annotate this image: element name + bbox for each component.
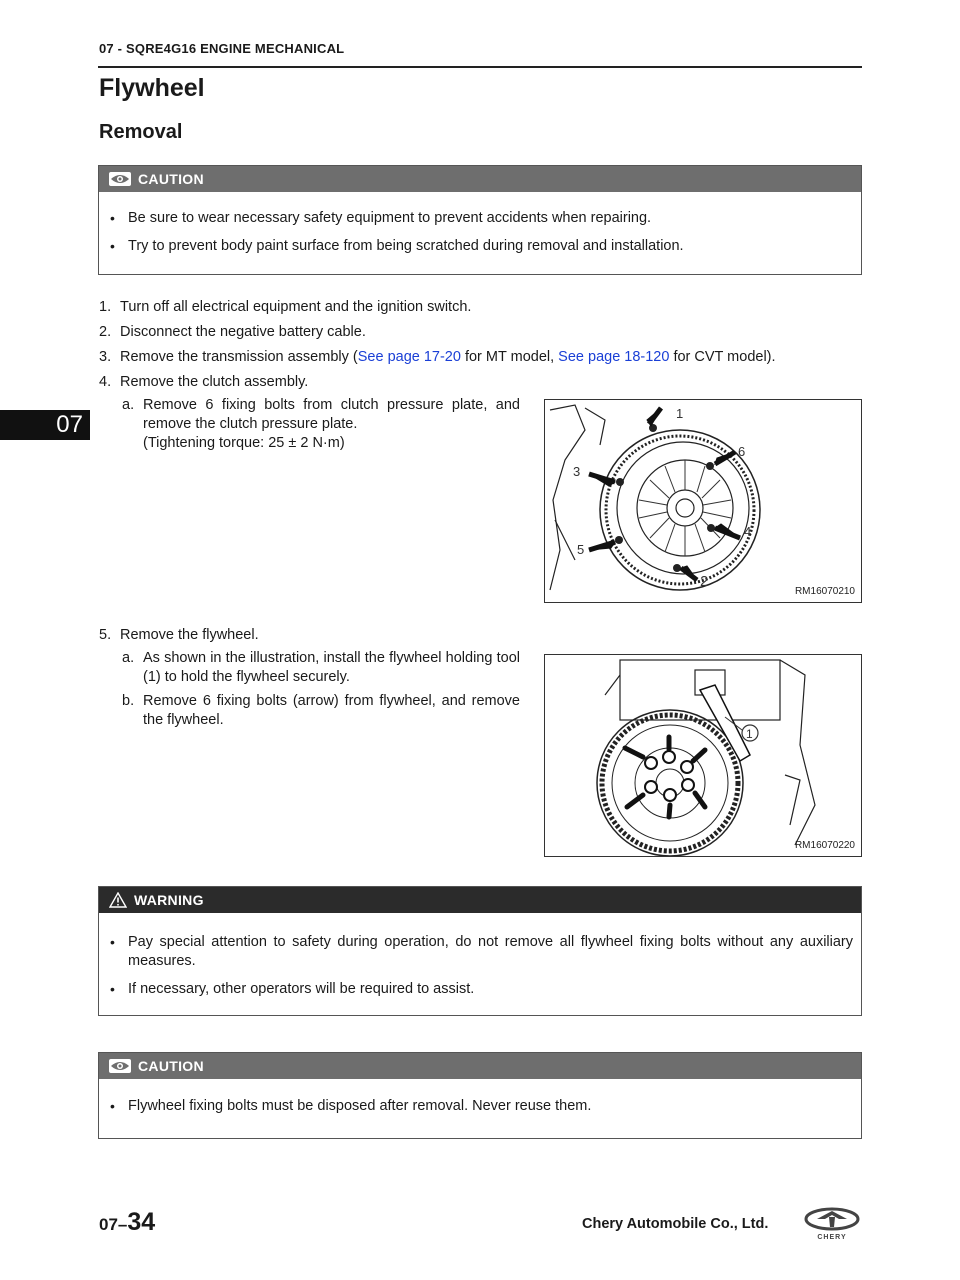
substep-letter: b.	[122, 693, 135, 709]
caution-label: CAUTION	[138, 171, 204, 187]
callout-2: 2	[700, 573, 709, 590]
link-page-17-20[interactable]: See page 17-20	[357, 349, 461, 365]
callout-5: 5	[577, 542, 585, 557]
caution-list	[99, 192, 861, 256]
company-name: Chery Automobile Co., Ltd.	[582, 1216, 769, 1232]
logo-text: CHERY	[817, 1234, 847, 1241]
caution-list	[99, 1079, 861, 1116]
warning-triangle-icon	[109, 892, 127, 908]
section-tab	[0, 410, 90, 440]
warning-item: • If necessary, other operators will be required to assist.	[109, 980, 853, 999]
flywheel-illustration	[545, 655, 861, 856]
caution-header	[99, 166, 861, 192]
step-text-part: for MT model,	[460, 349, 559, 365]
step-text: Remove the flywheel.	[120, 627, 259, 643]
warning-list	[99, 913, 861, 999]
section-subtitle: Removal	[99, 121, 183, 143]
page-prefix: 07–	[99, 1215, 128, 1234]
caution-item: • Flywheel fixing bolts must be disposed after removal. Never reuse them.	[109, 1097, 853, 1116]
figure-clutch-pressure-plate	[544, 399, 862, 603]
caution-label: CAUTION	[138, 1058, 204, 1074]
clutch-illustration	[545, 400, 861, 602]
section-tab-label: 07	[56, 411, 83, 438]
link-page-18-120[interactable]: See page 18-120	[558, 349, 670, 365]
page-number-value: 34	[127, 1208, 156, 1236]
step-text-part: Remove the transmission assembly (	[120, 349, 358, 365]
step-5-substep-b	[122, 692, 520, 730]
callout-3: 3	[573, 464, 581, 479]
step-4-substep-a	[122, 396, 520, 453]
substep-text: Remove 6 fixing bolts from clutch pressure plate, and remove the clutch pressure plate.	[143, 397, 520, 432]
substep-text: As shown in the illustration, install the flywheel holding tool (1) to hold the flywheel securely.	[143, 650, 520, 685]
warning-header	[99, 887, 861, 913]
figure-caption: RM16070210	[794, 586, 855, 597]
eye-icon	[109, 1059, 131, 1073]
chery-logo	[803, 1207, 861, 1241]
step-number: 1.	[99, 299, 112, 315]
header-rule	[98, 66, 862, 68]
page-number	[99, 1208, 155, 1237]
substep-letter: a.	[122, 650, 135, 666]
substep-letter: a.	[122, 397, 135, 413]
substep-text: Remove 6 fixing bolts (arrow) from flywheel, and remove the flywheel.	[143, 693, 520, 728]
warning-label: WARNING	[134, 892, 204, 908]
warning-box	[98, 886, 862, 1016]
caution-item: • Try to prevent body paint surface from being scratched during removal and installation.	[109, 237, 853, 256]
step-text: Turn off all electrical equipment and the ignition switch.	[120, 299, 472, 315]
step-number: 5.	[99, 627, 112, 643]
caution-item: • Be sure to wear necessary safety equipment to prevent accidents when repairing.	[109, 209, 853, 228]
page-title: Flywheel	[99, 74, 205, 102]
eye-icon	[109, 172, 131, 186]
substep-torque: (Tightening torque: 25 ± 2 N·m)	[143, 435, 345, 451]
chery-logo-icon	[803, 1207, 861, 1241]
warning-item: • Pay special attention to safety during operation, do not remove all flywheel fixing bolts without any auxiliary measures.	[109, 933, 853, 971]
step-number: 2.	[99, 324, 112, 340]
running-header: 07 - SQRE4G16 ENGINE MECHANICAL	[99, 41, 345, 56]
callout-6: 6	[738, 444, 746, 459]
figure-caption: RM16070220	[794, 840, 855, 851]
caution-box-2	[98, 1052, 862, 1139]
step-number: 4.	[99, 374, 112, 390]
step-text: Remove the clutch assembly.	[120, 374, 309, 390]
caution-header	[99, 1053, 861, 1079]
step-number: 3.	[99, 349, 112, 365]
callout-4: 4	[744, 524, 752, 539]
callout-1: 1	[746, 727, 753, 741]
step-5-substep-a	[122, 649, 520, 687]
figure-flywheel	[544, 654, 862, 857]
step-text	[120, 348, 776, 367]
callout-1: 1	[676, 406, 684, 421]
caution-box	[98, 165, 862, 275]
step-text: Disconnect the negative battery cable.	[120, 324, 366, 340]
step-text-part: for CVT model).	[669, 349, 776, 365]
